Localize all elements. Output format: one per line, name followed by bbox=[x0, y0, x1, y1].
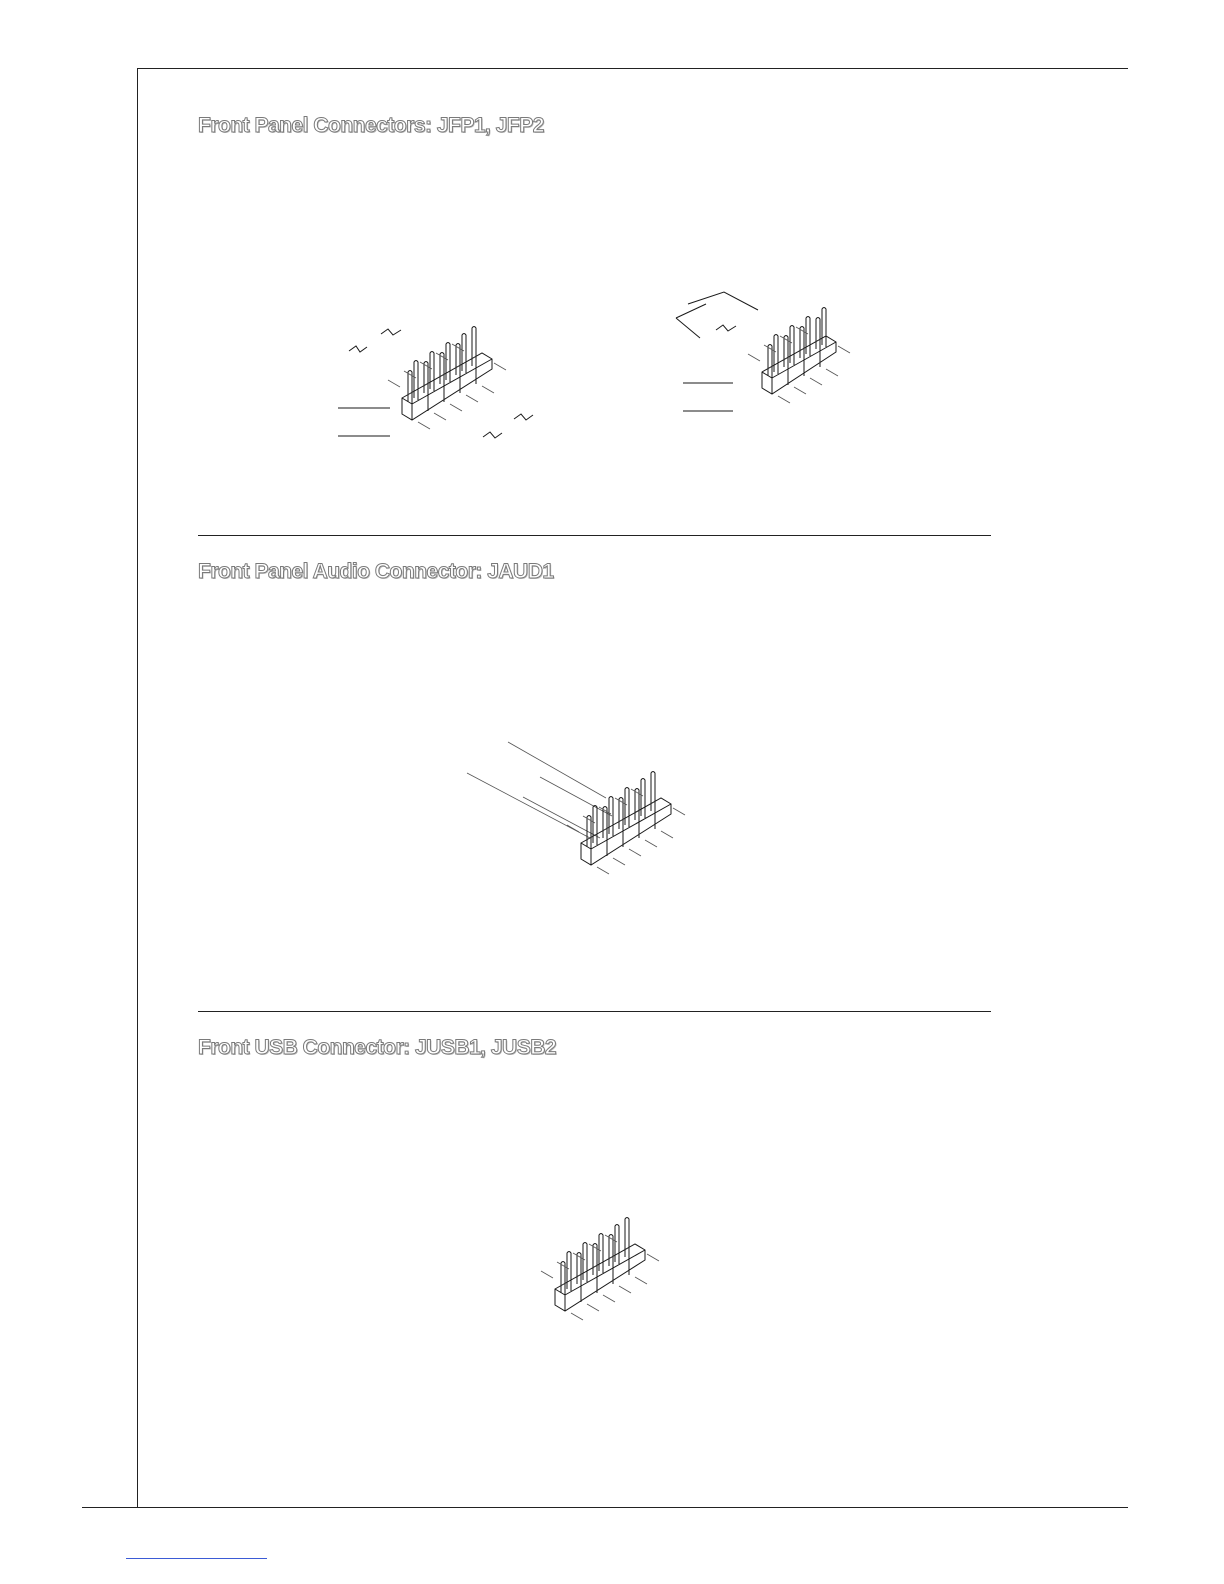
section-heading-jusb: Front USB Connector: JUSB1, JUSB2 bbox=[198, 1036, 557, 1059]
jfp1-pin-header bbox=[388, 327, 506, 430]
jfp2-speaker-symbols bbox=[676, 292, 758, 411]
section-heading-jaud: Front Panel Audio Connector: JAUD1 bbox=[198, 560, 554, 583]
jusb-pin-header bbox=[541, 1218, 659, 1321]
section-heading-jfp: Front Panel Connectors: JFP1, JFP2 bbox=[198, 114, 544, 137]
jaud1-pin-header bbox=[567, 772, 685, 875]
jfp1-switch-symbols bbox=[338, 329, 533, 438]
footer-link-underline[interactable] bbox=[126, 1558, 267, 1559]
jaud1-leader-lines bbox=[467, 742, 612, 838]
jfp2-pin-header bbox=[748, 308, 850, 404]
